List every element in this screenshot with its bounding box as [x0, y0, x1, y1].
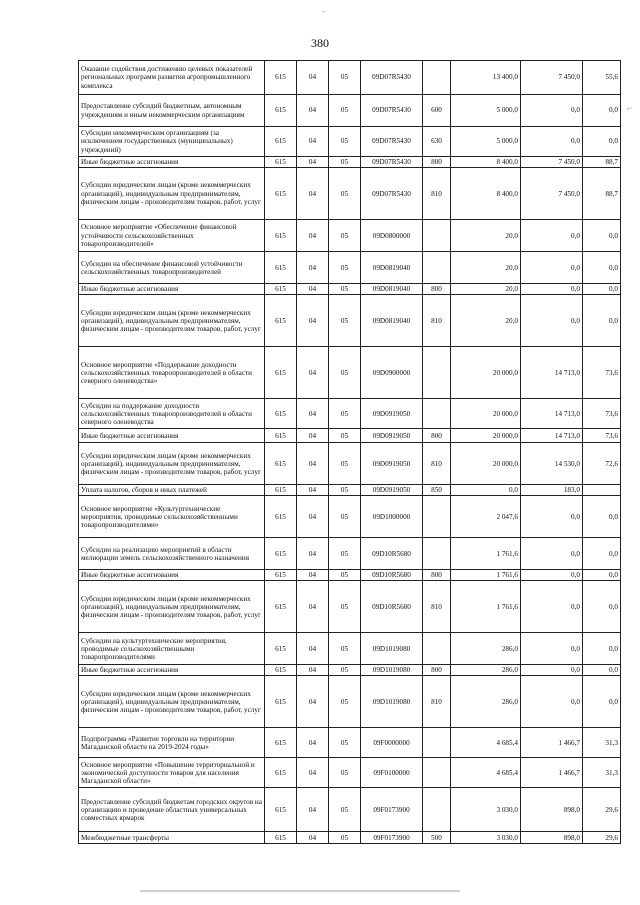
cell-name: Уплата налогов, сборов и иных платежей [79, 485, 265, 496]
cell-name: Иные бюджетные ассигнования [79, 157, 265, 168]
table-row [79, 758, 621, 788]
cell-glava: 615 [265, 284, 297, 295]
cell-podrazdel: 05 [329, 295, 361, 347]
cell-razdel: 04 [297, 485, 329, 496]
cell-glava: 615 [265, 252, 297, 284]
cell-target-article: 09D1019080 [361, 633, 423, 665]
cell-name: Субсидии юридическим лицам (кроме некоммерческих организаций), индивидуальным предпринимателям, физическим лицам - производителям товаров, работ, услуг [79, 581, 265, 633]
cell-executed: 0,0 [521, 295, 583, 347]
cell-planned: 20,0 [451, 220, 521, 252]
cell-target-article: 09D10R5680 [361, 538, 423, 570]
cell-podrazdel: 05 [329, 220, 361, 252]
cell-expense-type: 800 [423, 157, 451, 168]
cell-glava: 615 [265, 443, 297, 485]
cell-podrazdel: 05 [329, 347, 361, 399]
cell-name: Субсидии юридическим лицам (кроме некоммерческих организаций), индивидуальным предпринимателям, физическим лицам - производителям товаров, работ, услуг [79, 676, 265, 728]
cell-glava: 615 [265, 832, 297, 844]
cell-executed: 0,0 [521, 127, 583, 157]
cell-percent: 29,6 [583, 788, 621, 832]
cell-expense-type [423, 61, 451, 95]
cell-glava: 615 [265, 788, 297, 832]
cell-planned: 1 761,6 [451, 570, 521, 581]
cell-planned: 286,0 [451, 665, 521, 676]
cell-executed: 0,0 [521, 665, 583, 676]
cell-target-article: 09F0000000 [361, 728, 423, 758]
cell-expense-type [423, 220, 451, 252]
cell-razdel: 04 [297, 758, 329, 788]
table-row [79, 581, 621, 633]
cell-expense-type: 810 [423, 443, 451, 485]
cell-name: Межбюджетные трансферты [79, 832, 265, 844]
cell-expense-type: 810 [423, 295, 451, 347]
cell-podrazdel: 05 [329, 252, 361, 284]
cell-glava: 615 [265, 485, 297, 496]
table-row [79, 347, 621, 399]
cell-expense-type [423, 758, 451, 788]
cell-name: Предоставление субсидий бюджетам городских округов на организацию и проведение областных универсальных совместных ярмарок [79, 788, 265, 832]
cell-razdel: 04 [297, 157, 329, 168]
cell-planned: 8 400,0 [451, 168, 521, 220]
table-row [79, 496, 621, 538]
cell-planned: 4 685,4 [451, 758, 521, 788]
cell-name: Основное мероприятие «Повышение территориальной и экономической доступности товаров для населения Магаданской области» [79, 758, 265, 788]
cell-target-article: 09D07R5430 [361, 168, 423, 220]
cell-executed: 7 450,0 [521, 168, 583, 220]
cell-razdel: 04 [297, 295, 329, 347]
cell-podrazdel: 05 [329, 443, 361, 485]
cell-planned: 13 400,0 [451, 61, 521, 95]
cell-target-article: 09D1019080 [361, 665, 423, 676]
budget-table [78, 60, 621, 844]
cell-percent: 73,6 [583, 399, 621, 429]
cell-target-article: 09D1000000 [361, 496, 423, 538]
cell-planned: 5 000,0 [451, 127, 521, 157]
cell-percent: 0,0 [583, 581, 621, 633]
cell-glava: 615 [265, 95, 297, 127]
cell-planned: 8 400,0 [451, 157, 521, 168]
cell-executed: 0,0 [521, 581, 583, 633]
cell-expense-type: 850 [423, 485, 451, 496]
cell-percent: 72,6 [583, 443, 621, 485]
cell-razdel: 04 [297, 252, 329, 284]
table-row [79, 485, 621, 496]
table-row [79, 399, 621, 429]
cell-expense-type [423, 728, 451, 758]
cell-name: Иные бюджетные ассигнования [79, 570, 265, 581]
cell-podrazdel: 05 [329, 485, 361, 496]
page-number: 380 [311, 36, 329, 50]
cell-planned: 3 030,0 [451, 832, 521, 844]
cell-name: Иные бюджетные ассигнования [79, 284, 265, 295]
cell-percent: 73,6 [583, 347, 621, 399]
cell-expense-type [423, 399, 451, 429]
table-row [79, 728, 621, 758]
cell-glava: 615 [265, 429, 297, 443]
cell-planned: 20 000,0 [451, 443, 521, 485]
cell-glava: 615 [265, 347, 297, 399]
cell-percent: 0,0 [583, 633, 621, 665]
cell-name: Субсидии юридическим лицам (кроме некоммерческих организаций), индивидуальным предпринимателям, физическим лицам - производителям товаров, работ, услуг [79, 443, 265, 485]
cell-percent: 0,0 [583, 284, 621, 295]
cell-name: Субсидии на обеспечение финансовой устойчивости сельскохозяйственных товаропроизводителей [79, 252, 265, 284]
cell-executed: 1 466,7 [521, 728, 583, 758]
cell-target-article: 09D0819040 [361, 295, 423, 347]
budget-table-body [79, 61, 621, 844]
cell-target-article: 09D10R5680 [361, 581, 423, 633]
cell-executed: 0,0 [521, 284, 583, 295]
cell-podrazdel: 05 [329, 570, 361, 581]
cell-razdel: 04 [297, 538, 329, 570]
cell-expense-type [423, 633, 451, 665]
cell-podrazdel: 05 [329, 581, 361, 633]
cell-percent: 0,0 [583, 665, 621, 676]
cell-expense-type: 810 [423, 676, 451, 728]
cell-percent: 0,0 [583, 95, 621, 127]
cell-percent: 88,7 [583, 157, 621, 168]
cell-planned: 3 030,0 [451, 788, 521, 832]
cell-target-article: 09D0800000 [361, 220, 423, 252]
cell-planned: 20,0 [451, 295, 521, 347]
cell-target-article: 09D0919050 [361, 443, 423, 485]
cell-podrazdel: 05 [329, 496, 361, 538]
cell-planned: 20,0 [451, 284, 521, 295]
table-row [79, 429, 621, 443]
cell-executed: 14 713,0 [521, 347, 583, 399]
cell-executed: 1 466,7 [521, 758, 583, 788]
cell-expense-type: 800 [423, 665, 451, 676]
cell-podrazdel: 05 [329, 429, 361, 443]
cell-name: Оказание содействия достижению целевых показателей региональных программ развития агропромышленного комплекса [79, 61, 265, 95]
cell-glava: 615 [265, 633, 297, 665]
cell-razdel: 04 [297, 832, 329, 844]
cell-executed: 7 450,0 [521, 61, 583, 95]
cell-percent: 0,0 [583, 570, 621, 581]
cell-podrazdel: 05 [329, 676, 361, 728]
cell-glava: 615 [265, 538, 297, 570]
cell-expense-type: 800 [423, 429, 451, 443]
cell-glava: 615 [265, 758, 297, 788]
cell-name: Субсидии юридическим лицам (кроме некоммерческих организаций), индивидуальным предпринимателям, физическим лицам - производителям товаров, работ, услуг [79, 168, 265, 220]
cell-expense-type: 500 [423, 832, 451, 844]
corner-mark: - [322, 6, 325, 16]
cell-planned: 20 000,0 [451, 399, 521, 429]
cell-percent: 88,7 [583, 168, 621, 220]
cell-razdel: 04 [297, 633, 329, 665]
table-row [79, 665, 621, 676]
cell-razdel: 04 [297, 95, 329, 127]
cell-executed: 898,0 [521, 832, 583, 844]
cell-target-article: 09D10R5680 [361, 570, 423, 581]
cell-razdel: 04 [297, 676, 329, 728]
cell-name: Субсидии на реализацию мероприятий в области мелиорации земель сельскохозяйственного назначения [79, 538, 265, 570]
cell-razdel: 04 [297, 127, 329, 157]
cell-planned: 2 047,6 [451, 496, 521, 538]
cell-razdel: 04 [297, 284, 329, 295]
cell-podrazdel: 05 [329, 157, 361, 168]
cell-executed: 14 530,0 [521, 443, 583, 485]
cell-executed: 0,0 [521, 676, 583, 728]
table-row [79, 676, 621, 728]
table-row [79, 252, 621, 284]
table-row [79, 220, 621, 252]
cell-percent: 31,3 [583, 758, 621, 788]
cell-expense-type: 800 [423, 570, 451, 581]
cell-razdel: 04 [297, 496, 329, 538]
cell-name: Иные бюджетные ассигнования [79, 429, 265, 443]
cell-name: Субсидии юридическим лицам (кроме некоммерческих организаций), индивидуальным предпринимателям, физическим лицам - производителям товаров, работ, услуг [79, 295, 265, 347]
cell-podrazdel: 05 [329, 95, 361, 127]
cell-glava: 615 [265, 665, 297, 676]
cell-executed: 0,0 [521, 220, 583, 252]
table-row [79, 788, 621, 832]
cell-percent: 31,3 [583, 728, 621, 758]
cell-name: Подпрограмма «Развитие торговли на территории Магаданской области на 2019-2024 годы» [79, 728, 265, 758]
cell-planned: 5 000,0 [451, 95, 521, 127]
cell-razdel: 04 [297, 570, 329, 581]
cell-percent [583, 485, 621, 496]
cell-expense-type [423, 252, 451, 284]
cell-planned: 286,0 [451, 676, 521, 728]
cell-planned: 20 000,0 [451, 429, 521, 443]
cell-podrazdel: 05 [329, 399, 361, 429]
cell-executed: 7 450,0 [521, 157, 583, 168]
cell-percent: 0,0 [583, 496, 621, 538]
cell-target-article: 09D0819040 [361, 252, 423, 284]
cell-podrazdel: 05 [329, 633, 361, 665]
cell-razdel: 04 [297, 347, 329, 399]
cell-planned: 1 761,6 [451, 581, 521, 633]
cell-planned: 1 761,6 [451, 538, 521, 570]
cell-podrazdel: 05 [329, 61, 361, 95]
cell-target-article: 09D07R5430 [361, 61, 423, 95]
cell-percent: 0,0 [583, 220, 621, 252]
cell-glava: 615 [265, 399, 297, 429]
cell-glava: 615 [265, 676, 297, 728]
cell-executed: 0,0 [521, 252, 583, 284]
cell-name: Основное мероприятие «Поддержание доходности сельскохозяйственных товаропроизводителей в области северного оленеводства» [79, 347, 265, 399]
cell-target-article: 09D07R5430 [361, 127, 423, 157]
cell-executed: 0,0 [521, 570, 583, 581]
cell-planned: 286,0 [451, 633, 521, 665]
cell-percent: 29,6 [583, 832, 621, 844]
cell-executed: 0,0 [521, 538, 583, 570]
cell-razdel: 04 [297, 220, 329, 252]
cell-razdel: 04 [297, 429, 329, 443]
cell-executed: 14 713,0 [521, 429, 583, 443]
cell-glava: 615 [265, 220, 297, 252]
cell-name: Основное мероприятие «Культуртехнические мероприятия, проводимые сельскохозяйственными товаропроизводителями» [79, 496, 265, 538]
cell-glava: 615 [265, 127, 297, 157]
cell-razdel: 04 [297, 61, 329, 95]
cell-podrazdel: 05 [329, 832, 361, 844]
cell-podrazdel: 05 [329, 538, 361, 570]
cell-podrazdel: 05 [329, 168, 361, 220]
cell-name: Субсидии на поддержание доходности сельскохозяйственных товаропроизводителей в области северного оленеводства [79, 399, 265, 429]
cell-percent: 55,6 [583, 61, 621, 95]
cell-name: Субсидии на культуртехнические мероприятия, проводимые сельскохозяйственными товаропроизводителями [79, 633, 265, 665]
cell-target-article: 09D0919050 [361, 399, 423, 429]
cell-executed: 183,0 [521, 485, 583, 496]
cell-percent: 0,0 [583, 676, 621, 728]
cell-planned: 0,0 [451, 485, 521, 496]
table-row [79, 127, 621, 157]
cell-name: Субсидии некоммерческим организациям (за исключением государственных (муниципальных) учреждений) [79, 127, 265, 157]
cell-glava: 615 [265, 295, 297, 347]
cell-podrazdel: 05 [329, 728, 361, 758]
cell-glava: 615 [265, 168, 297, 220]
cell-razdel: 04 [297, 168, 329, 220]
cell-glava: 615 [265, 728, 297, 758]
cell-expense-type: 800 [423, 284, 451, 295]
cell-expense-type [423, 347, 451, 399]
cell-glava: 615 [265, 496, 297, 538]
cell-expense-type: 630 [423, 127, 451, 157]
cell-name: Иные бюджетные ассигнования [79, 665, 265, 676]
table-row [79, 832, 621, 844]
cell-name: Предоставление субсидий бюджетным, автономным учреждениям и иным некоммерческим организациям [79, 95, 265, 127]
cell-executed: 0,0 [521, 633, 583, 665]
cell-razdel: 04 [297, 399, 329, 429]
cell-podrazdel: 05 [329, 788, 361, 832]
cell-glava: 615 [265, 581, 297, 633]
cell-percent: 0,0 [583, 295, 621, 347]
table-row [79, 633, 621, 665]
cell-percent: 0,0 [583, 252, 621, 284]
cell-expense-type [423, 496, 451, 538]
cell-glava: 615 [265, 157, 297, 168]
table-row [79, 168, 621, 220]
cell-target-article: 09D07R5430 [361, 95, 423, 127]
cell-percent: 73,6 [583, 429, 621, 443]
cell-target-article: 09F0173900 [361, 788, 423, 832]
cell-razdel: 04 [297, 728, 329, 758]
cell-executed: 14 713,0 [521, 399, 583, 429]
cell-razdel: 04 [297, 581, 329, 633]
cell-target-article: 09D0919050 [361, 485, 423, 496]
cell-target-article: 09F0100000 [361, 758, 423, 788]
cell-planned: 20,0 [451, 252, 521, 284]
cell-expense-type: 600 [423, 95, 451, 127]
cell-target-article: 09D0919050 [361, 429, 423, 443]
table-row [79, 443, 621, 485]
cell-target-article: 09D07R5430 [361, 157, 423, 168]
edge-mark: ⌐ [627, 103, 633, 113]
cell-podrazdel: 05 [329, 127, 361, 157]
cell-planned: 4 685,4 [451, 728, 521, 758]
cell-percent: 0,0 [583, 538, 621, 570]
table-row [79, 95, 621, 127]
scan-shadow [140, 890, 460, 892]
cell-target-article: 09D1019080 [361, 676, 423, 728]
cell-razdel: 04 [297, 443, 329, 485]
table-row [79, 61, 621, 95]
table-row [79, 157, 621, 168]
cell-executed: 0,0 [521, 95, 583, 127]
cell-executed: 0,0 [521, 496, 583, 538]
cell-target-article: 09D0819040 [361, 284, 423, 295]
cell-expense-type: 810 [423, 168, 451, 220]
cell-expense-type [423, 538, 451, 570]
cell-expense-type [423, 788, 451, 832]
cell-executed: 898,0 [521, 788, 583, 832]
table-row [79, 538, 621, 570]
cell-expense-type: 810 [423, 581, 451, 633]
table-row [79, 295, 621, 347]
table-row [79, 284, 621, 295]
cell-podrazdel: 05 [329, 284, 361, 295]
cell-name: Основное мероприятие «Обеспечение финансовой устойчивости сельскохозяйственных товаропроизводителей» [79, 220, 265, 252]
cell-target-article: 09F0173900 [361, 832, 423, 844]
cell-percent: 0,0 [583, 127, 621, 157]
cell-razdel: 04 [297, 788, 329, 832]
cell-razdel: 04 [297, 665, 329, 676]
cell-podrazdel: 05 [329, 665, 361, 676]
cell-glava: 615 [265, 570, 297, 581]
cell-podrazdel: 05 [329, 758, 361, 788]
table-row [79, 570, 621, 581]
cell-target-article: 09D0900000 [361, 347, 423, 399]
cell-glava: 615 [265, 61, 297, 95]
cell-planned: 20 000,0 [451, 347, 521, 399]
